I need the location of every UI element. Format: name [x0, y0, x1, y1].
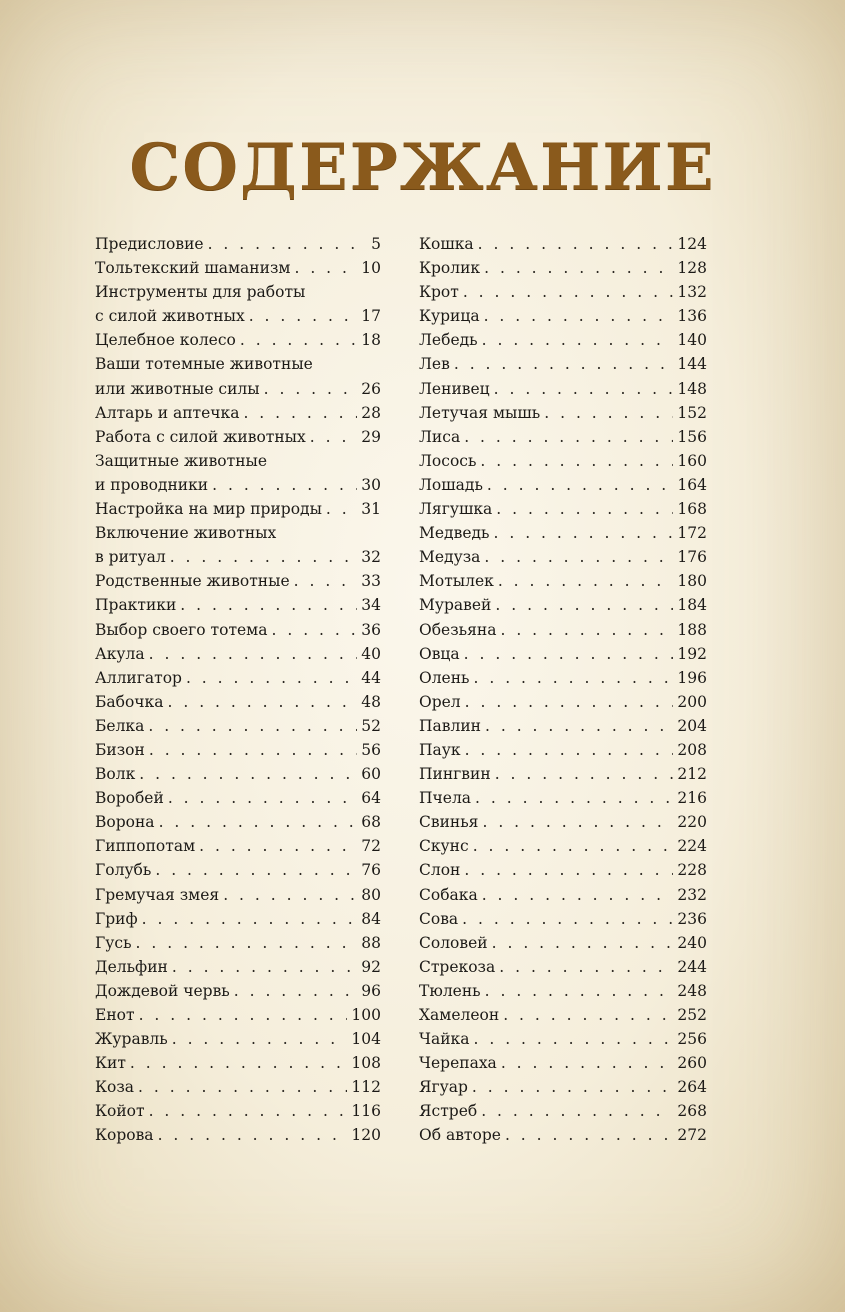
toc-entry[interactable] [419, 280, 707, 304]
toc-dot-leader [168, 786, 357, 810]
toc-dot-leader [475, 786, 673, 810]
toc-dot-leader [243, 401, 357, 425]
toc-entry-title: Белка [95, 716, 145, 735]
toc-entry-title: Волк [95, 765, 136, 784]
toc-entry-page: 180 [677, 572, 707, 591]
toc-entry[interactable] [95, 738, 381, 762]
toc-entry-page: 244 [677, 957, 707, 976]
toc-dot-leader [148, 714, 357, 738]
toc-entry-title: Родственные животные [95, 572, 290, 591]
toc-entry[interactable] [95, 1123, 381, 1147]
toc-dot-leader [136, 931, 358, 955]
toc-entry-title: Скунс [419, 837, 469, 856]
toc-dot-leader [472, 1075, 673, 1099]
toc-dot-leader [464, 858, 673, 882]
toc-dot-leader [495, 762, 674, 786]
toc-entry-page: 68 [361, 813, 381, 832]
toc-entry-title: Включение животных [95, 524, 277, 543]
toc-entry-title: Корова [95, 1126, 154, 1145]
toc-entry[interactable] [95, 618, 381, 642]
toc-entry-page: 72 [361, 837, 381, 856]
toc-entry[interactable] [95, 593, 381, 617]
toc-entry-title: Павлин [419, 716, 481, 735]
toc-entry-title: Кошка [419, 235, 474, 253]
toc-entry-page: 152 [677, 403, 707, 422]
toc-entry-title: Целебное колесо [95, 331, 236, 350]
toc-entry[interactable] [95, 834, 381, 858]
toc-entry-page: 248 [677, 981, 707, 1000]
toc-entry-title: Инструменты для работы [95, 283, 306, 302]
toc-entry[interactable] [95, 569, 381, 593]
toc-entry[interactable] [95, 786, 381, 810]
toc-entry[interactable] [419, 979, 707, 1003]
toc-entry-title: или животные силы [95, 379, 260, 398]
toc-entry-title: Хамелеон [419, 1006, 500, 1024]
toc-entry[interactable] [95, 907, 381, 931]
toc-entry-title: Аллигатор [95, 668, 182, 687]
toc-entry[interactable] [419, 858, 707, 882]
toc-dot-leader [199, 834, 357, 858]
toc-entry-page: 28 [361, 403, 381, 422]
toc-entry[interactable] [419, 232, 707, 256]
toc-entry-page: 148 [677, 379, 707, 398]
toc-dot-leader [463, 280, 674, 304]
toc-entry-title: Овца [419, 644, 460, 663]
toc-entry-title: Ворона [95, 813, 155, 832]
toc-entry[interactable] [95, 545, 381, 569]
toc-entry-page: 140 [677, 331, 707, 350]
toc-dot-leader [505, 1123, 673, 1147]
toc-dot-leader [498, 569, 674, 593]
toc-entry-page: 144 [677, 355, 707, 374]
toc-dot-leader [139, 762, 357, 786]
toc-entry[interactable] [419, 545, 707, 569]
toc-entry-title: Ягуар [419, 1078, 468, 1097]
toc-dot-leader [294, 256, 357, 280]
toc-entry-page: 60 [361, 765, 381, 784]
toc-dot-leader [139, 1003, 348, 1027]
toc-entry-title: Журавль [95, 1030, 168, 1049]
toc-entry-page: 116 [351, 1102, 381, 1121]
toc-entry-page: 34 [361, 596, 381, 615]
toc-entry[interactable] [95, 1075, 381, 1099]
toc-entry-page: 56 [361, 740, 381, 759]
toc-entry-title: Тольтекский шаманизм [95, 259, 291, 278]
toc-entry-page: 26 [361, 379, 381, 398]
toc-dot-leader [494, 377, 674, 401]
toc-entry-page: 5 [371, 235, 381, 253]
toc-entry[interactable] [95, 449, 381, 473]
toc-entry-page: 252 [677, 1006, 707, 1024]
toc-entry[interactable] [419, 690, 707, 714]
toc-dot-leader [482, 328, 674, 352]
toc-entry-page: 208 [677, 740, 707, 759]
toc-entry[interactable] [419, 1123, 707, 1147]
toc-entry-title: Лягушка [419, 500, 493, 519]
toc-entry[interactable] [419, 666, 707, 690]
toc-dot-leader [234, 979, 358, 1003]
toc-entry-title: Бизон [95, 740, 145, 759]
toc-entry-title: Пингвин [419, 765, 491, 784]
toc-entry[interactable] [419, 256, 707, 280]
toc-entry[interactable] [95, 714, 381, 738]
toc-dot-leader [138, 1075, 347, 1099]
toc-entry[interactable] [419, 786, 707, 810]
toc-entry[interactable] [419, 1003, 707, 1027]
toc-entry-page: 168 [677, 500, 707, 519]
toc-dot-leader [155, 858, 357, 882]
toc-entry[interactable] [95, 328, 381, 352]
toc-dot-leader [149, 1099, 348, 1123]
toc-dot-leader [484, 545, 673, 569]
toc-entry-title: Лосось [419, 451, 477, 470]
toc-entry-page: 200 [677, 692, 707, 711]
toc-dot-leader [496, 497, 673, 521]
toc-entry-title: Гремучая змея [95, 885, 220, 904]
toc-entry-page: 10 [361, 259, 381, 278]
toc-entry[interactable] [95, 1027, 381, 1051]
toc-entry-title: Тюлень [419, 981, 481, 1000]
toc-entry[interactable] [419, 1051, 707, 1075]
toc-entry[interactable] [95, 304, 381, 328]
toc-dot-leader [544, 401, 673, 425]
toc-entry[interactable] [419, 762, 707, 786]
toc-entry[interactable] [419, 497, 707, 521]
toc-entry-title: Практики [95, 596, 177, 615]
toc-entry-page: 156 [677, 427, 707, 446]
toc-dot-leader [310, 425, 358, 449]
toc-entry[interactable] [419, 352, 707, 376]
toc-entry-page: 108 [351, 1054, 381, 1073]
toc-entry[interactable] [419, 473, 707, 497]
toc-entry-page: 80 [361, 885, 381, 904]
toc-entry-title: Стрекоза [419, 957, 496, 976]
toc-entry-page: 268 [677, 1102, 707, 1121]
toc-entry[interactable] [95, 473, 381, 497]
toc-entry-title: Защитные животные [95, 451, 268, 470]
toc-entry-page: 48 [361, 692, 381, 711]
toc-entry-page: 228 [677, 861, 707, 880]
toc-entry-page: 112 [351, 1078, 381, 1097]
toc-entry-title: Слон [419, 861, 461, 880]
toc-dot-leader [212, 473, 357, 497]
toc-entry-title: Лиса [419, 427, 461, 446]
toc-entry-page: 64 [361, 789, 381, 808]
toc-entry-title: Дельфин [95, 957, 168, 976]
toc-entry-title: Лошадь [419, 475, 483, 494]
toc-entry[interactable] [419, 1027, 707, 1051]
toc-dot-leader [487, 473, 674, 497]
toc-entry-page: 176 [677, 548, 707, 567]
toc-dot-leader [454, 352, 674, 376]
toc-entry[interactable] [95, 883, 381, 907]
toc-entry-title: Ленивец [419, 379, 490, 398]
toc-entry-title: Паук [419, 740, 461, 759]
toc-dot-leader [474, 666, 674, 690]
toc-entry-page: 272 [677, 1126, 707, 1145]
toc-entry[interactable] [95, 858, 381, 882]
toc-dot-leader [484, 304, 674, 328]
toc-entry[interactable] [419, 642, 707, 666]
toc-entry-title: Обезьяна [419, 620, 497, 639]
toc-entry-title: Кит [95, 1054, 126, 1073]
toc-dot-leader [208, 232, 359, 256]
toc-entry[interactable] [419, 618, 707, 642]
toc-dot-leader [223, 883, 357, 907]
toc-entry-page: 164 [677, 475, 707, 494]
toc-entry[interactable] [95, 401, 381, 425]
toc-dot-leader [495, 593, 673, 617]
toc-dot-leader [249, 304, 358, 328]
toc-entry[interactable] [419, 425, 707, 449]
toc-dot-leader [142, 907, 358, 931]
toc-entry-page: 224 [677, 837, 707, 856]
toc-entry-page: 18 [361, 331, 381, 350]
toc-entry-page: 260 [677, 1054, 707, 1073]
toc-entry[interactable] [95, 521, 381, 545]
toc-dot-leader [149, 642, 358, 666]
toc-entry-page: 196 [677, 668, 707, 687]
toc-entry[interactable] [419, 377, 707, 401]
toc-entry[interactable] [419, 1099, 707, 1123]
toc-entry[interactable] [95, 666, 381, 690]
toc-entry-title: Лебедь [419, 331, 478, 350]
toc-entry-title: Воробей [95, 789, 164, 808]
toc-entry-page: 96 [361, 981, 381, 1000]
toc-entry[interactable] [95, 979, 381, 1003]
toc-entry-page: 232 [677, 885, 707, 904]
toc-entry[interactable] [95, 955, 381, 979]
toc-entry[interactable] [95, 280, 381, 304]
toc-entry-page: 216 [677, 789, 707, 808]
toc-dot-leader [264, 377, 358, 401]
toc-dot-leader [149, 738, 357, 762]
toc-entry-page: 33 [361, 572, 381, 591]
toc-entry-title: Енот [95, 1006, 135, 1024]
toc-entry-title: Алтарь и аптечка [95, 403, 240, 422]
toc-entry[interactable] [419, 593, 707, 617]
toc-entry-page: 17 [361, 307, 381, 326]
toc-entry-title: Ястреб [419, 1102, 478, 1121]
toc-entry[interactable] [419, 931, 707, 955]
toc-entry[interactable] [419, 714, 707, 738]
toc-entry-title: Дождевой червь [95, 981, 230, 1000]
toc-entry[interactable] [95, 1051, 381, 1075]
toc-dot-leader [500, 618, 673, 642]
toc-entry[interactable] [419, 304, 707, 328]
toc-entry-page: 220 [677, 813, 707, 832]
toc-entry-title: Муравей [419, 596, 492, 615]
toc-dot-leader [485, 979, 674, 1003]
toc-entry[interactable] [419, 1075, 707, 1099]
toc-entry-title: Соловей [419, 933, 488, 952]
toc-dot-leader [485, 714, 673, 738]
toc-dot-leader [493, 521, 673, 545]
toc-dot-leader [180, 593, 357, 617]
toc-dot-leader [484, 256, 673, 280]
toc-entry-page: 184 [677, 596, 707, 615]
toc-entry-title: Выбор своего тотема [95, 620, 268, 639]
toc-entry-title: и проводники [95, 475, 209, 494]
toc-dot-leader [462, 907, 673, 931]
toc-entry-title: Гиппопотам [95, 837, 196, 856]
toc-entry-title: Коза [95, 1078, 135, 1097]
toc-entry-title: Орел [419, 692, 461, 711]
toc-entry-page: 44 [361, 668, 381, 687]
toc-entry[interactable] [95, 352, 381, 376]
toc-entry-title: Свинья [419, 813, 479, 832]
toc-entry-page: 160 [677, 451, 707, 470]
toc-entry-page: 204 [677, 716, 707, 735]
toc-entry-title: Работа с силой животных [95, 427, 306, 446]
toc-entry-page: 52 [361, 716, 381, 735]
toc-dot-leader [130, 1051, 348, 1075]
toc-entry-title: Летучая мышь [419, 403, 541, 422]
toc-entry-page: 172 [677, 524, 707, 543]
toc-entry-title: Голубь [95, 861, 152, 880]
toc-entry-page: 132 [677, 283, 707, 302]
toc-entry[interactable] [419, 521, 707, 545]
toc-entry-title: Черепаха [419, 1054, 497, 1073]
toc-dot-leader [482, 810, 673, 834]
toc-entry-title: Сова [419, 909, 459, 928]
toc-entry-title: Медведь [419, 524, 490, 543]
toc-entry-title: Собака [419, 885, 478, 904]
toc-entry-page: 104 [351, 1030, 381, 1049]
toc-entry-page: 264 [677, 1078, 707, 1097]
toc-entry-title: в ритуал [95, 548, 166, 567]
toc-dot-leader [172, 1027, 348, 1051]
toc-entry[interactable] [95, 497, 381, 521]
toc-entry-title: Ваши тотемные животные [95, 355, 313, 374]
toc-entry-page: 92 [361, 957, 381, 976]
toc-entry[interactable] [95, 690, 381, 714]
toc-entry[interactable] [419, 907, 707, 931]
toc-entry-page: 36 [361, 620, 381, 639]
toc-entry[interactable] [95, 232, 381, 256]
toc-entry-page: 76 [361, 861, 381, 880]
toc-entry[interactable] [419, 810, 707, 834]
toc-entry-page: 128 [677, 259, 707, 278]
toc-dot-leader [158, 1123, 348, 1147]
toc-entry[interactable] [419, 401, 707, 425]
toc-dot-leader [481, 1099, 673, 1123]
toc-entry[interactable] [95, 642, 381, 666]
toc-entry-page: 29 [361, 427, 381, 446]
toc-entry[interactable] [95, 256, 381, 280]
toc-dot-leader [271, 618, 357, 642]
toc-entry-page: 32 [361, 548, 381, 567]
toc-entry-title: Медуза [419, 548, 481, 567]
toc-entry-title: Кролик [419, 259, 481, 278]
toc-entry-title: Олень [419, 668, 470, 687]
toc-entry[interactable] [95, 1099, 381, 1123]
toc-entry-page: 136 [677, 307, 707, 326]
toc-entry-page: 240 [677, 933, 707, 952]
toc-dot-leader [240, 328, 357, 352]
toc-entry-page: 30 [361, 475, 381, 494]
toc-dot-leader [294, 569, 358, 593]
toc-entry[interactable] [419, 834, 707, 858]
toc-entry-title: Мотылек [419, 572, 494, 591]
toc-dot-leader [159, 810, 358, 834]
toc-entry[interactable] [419, 883, 707, 907]
toc-dot-leader [464, 642, 674, 666]
toc-dot-leader [464, 425, 673, 449]
toc-dot-leader [492, 931, 674, 955]
toc-entry-title: Пчела [419, 789, 472, 808]
toc-entry-title: Гриф [95, 909, 138, 928]
toc-entry[interactable] [95, 377, 381, 401]
toc-entry-title: Бабочка [95, 692, 164, 711]
toc-entry[interactable] [419, 955, 707, 979]
toc-entry-page: 236 [677, 909, 707, 928]
toc-dot-leader [473, 834, 674, 858]
toc-entry-title: Настройка на мир природы [95, 500, 322, 519]
toc-entry[interactable] [95, 762, 381, 786]
toc-entry-title: Койот [95, 1102, 145, 1121]
toc-entry-page: 212 [677, 765, 707, 784]
toc-entry-title: Гусь [95, 933, 132, 952]
toc-dot-leader [326, 497, 357, 521]
toc-dot-leader [172, 955, 357, 979]
toc-entry[interactable] [95, 931, 381, 955]
toc-dot-leader [170, 545, 358, 569]
toc-entry-title: Лев [419, 355, 450, 374]
toc-dot-leader [499, 955, 673, 979]
toc-dot-leader [480, 449, 673, 473]
toc-entry-title: Чайка [419, 1030, 470, 1049]
toc-entry[interactable] [419, 449, 707, 473]
toc-entry-title: Об авторе [419, 1126, 501, 1145]
toc-column-left [95, 232, 381, 1148]
toc-entry-page: 31 [361, 500, 381, 519]
toc-dot-leader [465, 738, 674, 762]
toc-entry-page: 40 [361, 644, 381, 663]
toc-entry[interactable] [419, 738, 707, 762]
toc-entry-page: 120 [351, 1126, 381, 1145]
toc-entry-title: Курица [419, 307, 480, 326]
toc-entry[interactable] [95, 1003, 381, 1027]
toc-entry-title: Акула [95, 644, 145, 663]
toc-column-right [419, 232, 707, 1148]
toc-entry-title: Крот [419, 283, 459, 302]
toc-entry-title: с силой животных [95, 307, 245, 326]
toc-entry-page: 124 [677, 235, 707, 253]
toc-entry-title: Предисловие [95, 235, 204, 253]
toc-dot-leader [186, 666, 357, 690]
toc-dot-leader [473, 1027, 673, 1051]
toc-dot-leader [482, 883, 674, 907]
toc-entry-page: 100 [351, 1006, 381, 1024]
page-title: СОДЕРЖАНИЕ [129, 130, 716, 205]
toc-dot-leader [503, 1003, 673, 1027]
toc-entry-page: 84 [361, 909, 381, 928]
toc-entry[interactable] [419, 328, 707, 352]
toc-entry-page: 256 [677, 1030, 707, 1049]
toc-entry-page: 192 [677, 644, 707, 663]
toc-dot-leader [478, 232, 674, 256]
toc-entry[interactable] [95, 810, 381, 834]
toc-dot-leader [465, 690, 674, 714]
toc-entry-page: 188 [677, 620, 707, 639]
toc-entry[interactable] [95, 425, 381, 449]
toc-entry-page: 88 [361, 933, 381, 952]
toc-dot-leader [167, 690, 357, 714]
toc-dot-leader [501, 1051, 674, 1075]
toc-entry[interactable] [419, 569, 707, 593]
